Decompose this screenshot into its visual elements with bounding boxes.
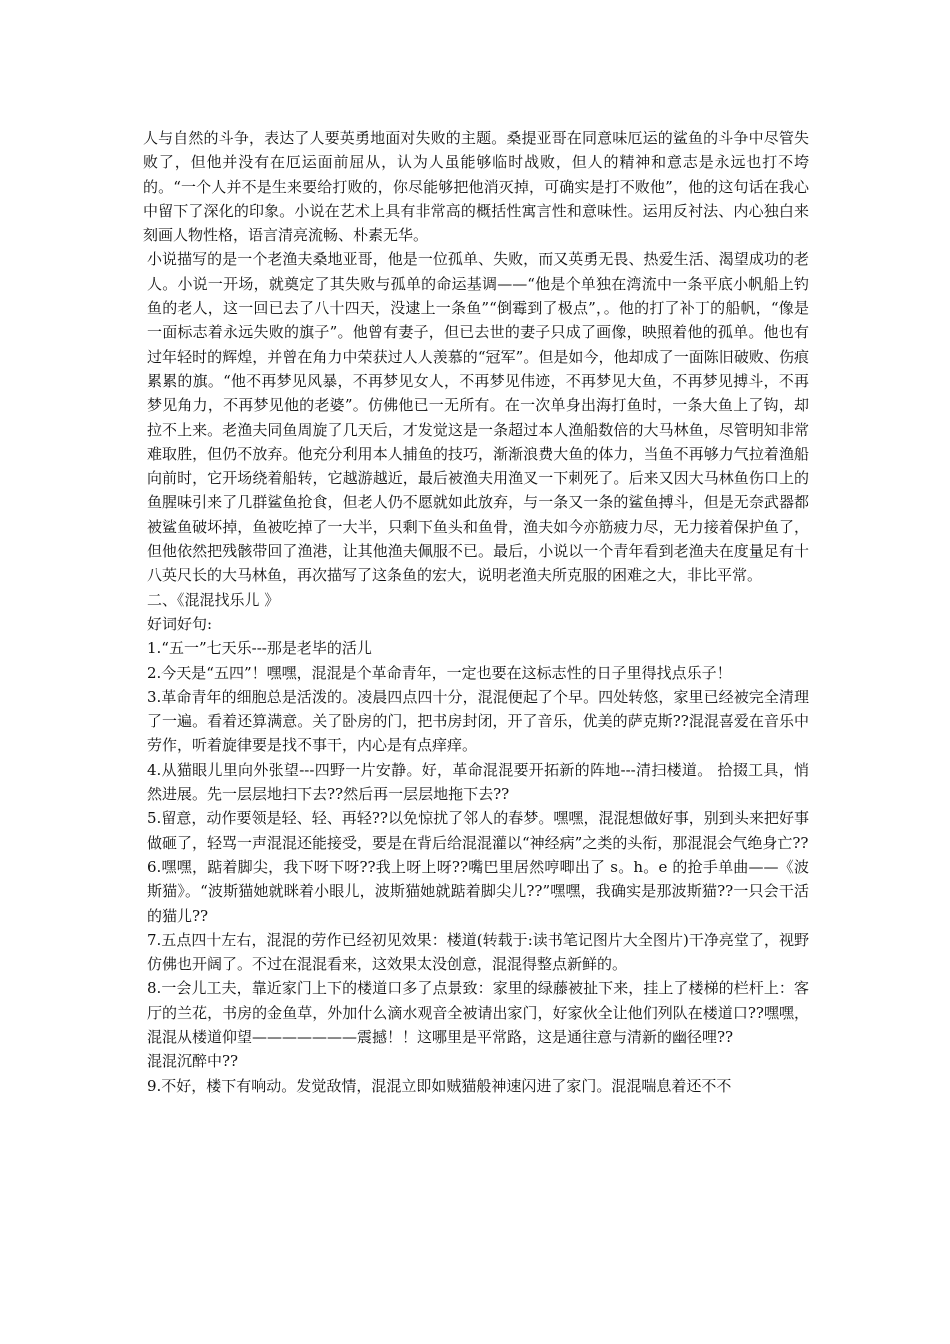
list-item-1: 1.“五一”七天乐---那是老毕的活儿 (147, 639, 372, 658)
list-item-5: 5.留意，动作要领是轻、轻、再轻??以免惊扰了邻人的春梦。嘿嘿，混混想做好事，别到头来把好事做砸了，轻骂一声混混还能接受，要是在背后给混混灌以“神经病”之类的头衔，那混混会气绝身亡?? (147, 809, 809, 852)
document-body (143, 126, 809, 1098)
paragraph-story-description: 小说描写的是一个老渔夫桑地亚哥，他是一位孤单、失败，而又英勇无畏、热爱生活、渴望成功的老人。小说一开场，就奠定了其失败与孤单的命运基调——“他是个单独在湾流中一条平底小帆船上钓鱼的老人，这一回已去了八十四天，没逮上一条鱼”“倒霉到了极点”，。他的打了补丁的船帆，“像是一面标志着永远失败的旗子”。他曾有妻子，但已去世的妻子只成了画像，映照着他的孤单。他也有过年轻时的辉煌，并曾在角力中荣获过人人羡慕的“冠军”。但是如今，他却成了一面陈旧破败、伤痕累累的旗。“他不再梦见风暴，不再梦见女人，不再梦见伟迹，不再梦见大鱼，不再梦见搏斗，不再梦见角力，不再梦见他的老婆”。仿佛他已一无所有。在一次单身出海打鱼时，一条大鱼上了钩，却拉不上来。老渔夫同鱼周旋了几天后，才发觉这是一条超过本人渔船数倍的大马林鱼，尽管明知非常难取胜，但仍不放弃。他充分利用本人捕鱼的技巧，渐渐浪费大鱼的体力，当鱼不再够力气拉着渔船向前时，它开场绕着船转，它越游越近，最后被渔夫用渔叉一下刺死了。后来又因大马林鱼伤口上的鱼腥味引来了几群鲨鱼抢食，但老人仍不愿就如此放弃，与一条又一条的鲨鱼搏斗，但是无奈武器都被鲨鱼破坏掉，鱼被吃掉了一大半，只剩下鱼头和鱼骨，渔夫如今亦筋疲力尽，无力接着保护鱼了，但他依然把残骸带回了渔港，让其他渔夫佩服不已。最后，小说以一个青年看到老渔夫在度量足有十八英尺长的大马林鱼，再次描写了这条鱼的宏大，说明老渔夫所克服的困难之大，非比平常。 (147, 250, 809, 585)
list-item-6: 6.嘿嘿，踮着脚尖，我下呀下呀??我上呀上呀??嘴巴里居然哼唧出了 s。h。e 的抢手单曲——《波斯猫》。“波斯猫她就眯着小眼儿，波斯猫她就踮着脚尖儿??”嘿嘿，我确实是那波斯猫??一只会干活的猫儿?? (147, 857, 809, 925)
paragraph-intoxicated: 混混沉醉中?? (147, 1052, 239, 1071)
list-item-9: 9.不好，楼下有响动。发觉敌情，混混立即如贼猫般神速闪进了家门。混混喘息着还不不 (147, 1076, 732, 1095)
subheading-good-phrases: 好词好句: (147, 614, 213, 633)
list-item-2: 2.今天是“五四”！嘿嘿，混混是个革命青年，一定也要在这标志性的日子里得找点乐子！ (147, 663, 732, 682)
list-item-8: 8.一会儿工夫，靠近家门上下的楼道口多了点景致：家里的绿藤被扯下来，挂上了楼梯的栏杆上：客厅的兰花，书房的金鱼草，外加什么滴水观音全被请出家门，好家伙全让他们列队在楼道口??嘿嘿，混混从楼道仰望———————震撼！！这哪里是平常路，这是通往意与清新的幽径哩?? (147, 979, 809, 1046)
list-item-3: 3.革命青年的细胞总是活泼的。凌晨四点四十分，混混便起了个早。四处转悠，家里已经被完全清理了一遍。看着还算满意。关了卧房的门，把书房封闭，开了音乐，优美的萨克斯??混混喜爱在音乐中劳作，听着旋律要是找不事干，内心是有点痒痒。 (147, 687, 809, 755)
section-heading: 二、《混混找乐儿 》 (147, 590, 280, 609)
list-item-7: 7.五点四十左右，混混的劳作已经初见效果：楼道(转载于:读书笔记图片大全图片)干净亮堂了，视野仿佛也开阔了。不过在混混看来，这效果太没创意，混混得整点新鲜的。 (147, 930, 809, 974)
paragraph-intro-summary: 人与自然的斗争，表达了人要英勇地面对失败的主题。桑提亚哥在同意味厄运的鲨鱼的斗争中尽管失败了，但他并没有在厄运面前屈从，认为人虽能够临时战败，但人的精神和意志是永远也打不垮的。“一个人并不是生来要给打败的，你尽能够把他消灭掉，可确实是打不败他”，他的这句话在我心中留下了深化的印象。小说在艺术上具有非常高的概括性寓言性和意味性。运用反衬法、内心独白来刻画人物性格，语言清亮流畅、朴素无华。 (143, 129, 809, 245)
list-item-4: 4.从猫眼儿里向外张望---四野一片安静。好，革命混混要开拓新的阵地---清扫楼道。 拾掇工具，悄然进展。先一层层地扫下去??然后再一层层地拖下去?? (147, 760, 809, 804)
